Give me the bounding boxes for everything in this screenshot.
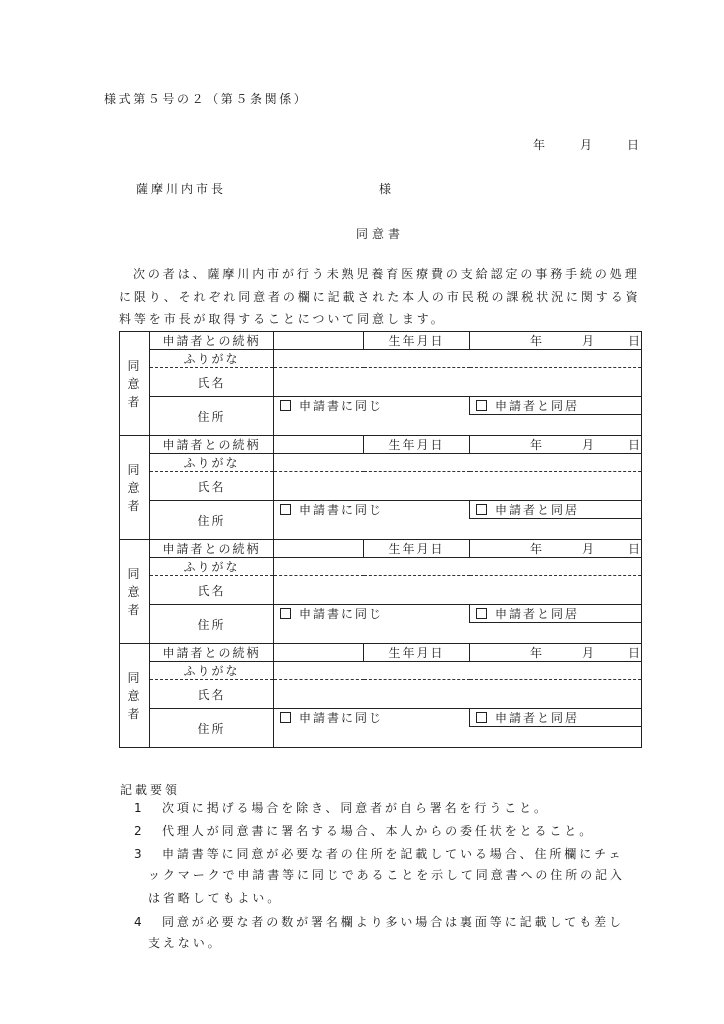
cohabiting-checkbox[interactable]: 申請者と同居 bbox=[470, 501, 642, 519]
relation-label: 申請者との続柄 bbox=[150, 540, 274, 558]
furigana-label: ふりがな bbox=[150, 350, 274, 368]
consenter-side-label: 同 意 者 bbox=[120, 436, 150, 540]
honorific: 様 bbox=[379, 182, 392, 196]
name-field[interactable] bbox=[274, 576, 642, 605]
name-field[interactable] bbox=[274, 680, 642, 709]
furigana-field[interactable] bbox=[274, 350, 642, 368]
same-as-application-checkbox[interactable]: 申請書に同じ bbox=[274, 397, 470, 415]
birthdate-label: 生年月日 bbox=[364, 436, 470, 454]
relation-field[interactable] bbox=[274, 644, 364, 662]
relation-label: 申請者との続柄 bbox=[150, 436, 274, 454]
cohabiting-checkbox[interactable]: 申請者と同居 bbox=[470, 709, 642, 727]
address-label: 住所 bbox=[150, 709, 274, 748]
relation-label: 申請者との続柄 bbox=[150, 332, 274, 350]
same-as-application-checkbox[interactable]: 申請書に同じ bbox=[274, 501, 470, 519]
address-field[interactable] bbox=[274, 623, 642, 644]
checkbox-icon[interactable] bbox=[280, 712, 291, 723]
form-number-label: 様式第５号の２（第５条関係） bbox=[104, 92, 309, 106]
birthdate-field[interactable]: 年 月 日 bbox=[470, 332, 642, 350]
intro-line-3: 料等を市長が取得することについて同意します。 bbox=[119, 312, 446, 326]
page-title: 同意書 bbox=[356, 227, 405, 241]
checkbox-icon[interactable] bbox=[280, 400, 291, 411]
checkbox-icon[interactable] bbox=[476, 608, 487, 619]
note-item-3: 3 申請書等に同意が必要な者の住所を記載している場合、住所欄にチェ bbox=[134, 847, 624, 861]
birthdate-field[interactable]: 年 月 日 bbox=[470, 644, 642, 662]
name-field[interactable] bbox=[274, 368, 642, 397]
note-item-3-continued: ックマークで申請書等に同じであることを示して同意書への住所の記入 bbox=[148, 868, 625, 882]
date-year-label: 年 bbox=[533, 138, 546, 152]
address-field[interactable] bbox=[274, 519, 642, 540]
furigana-field[interactable] bbox=[274, 454, 642, 472]
furigana-label: ふりがな bbox=[150, 662, 274, 680]
checkbox-icon[interactable] bbox=[280, 504, 291, 515]
intro-line-1: 次の者は、薩摩川内市が行う未熟児養育医療費の支給認定の事務手続の処理 bbox=[133, 267, 640, 281]
relation-label: 申請者との続柄 bbox=[150, 644, 274, 662]
name-label: 氏名 bbox=[150, 472, 274, 501]
birthdate-field[interactable]: 年 月 日 bbox=[470, 540, 642, 558]
note-item-3-continued: は省略してもよい。 bbox=[148, 891, 283, 905]
cohabiting-checkbox[interactable]: 申請者と同居 bbox=[470, 605, 642, 623]
addressee: 薩摩川内市長 bbox=[136, 182, 227, 196]
notes-title: 記載要領 bbox=[120, 783, 181, 797]
checkbox-icon[interactable] bbox=[476, 504, 487, 515]
checkbox-icon[interactable] bbox=[476, 712, 487, 723]
note-item-4-continued: 支えない。 bbox=[148, 936, 223, 950]
address-field[interactable] bbox=[274, 727, 642, 748]
date-day-label: 日 bbox=[627, 138, 640, 152]
checkbox-icon[interactable] bbox=[280, 608, 291, 619]
consent-table bbox=[119, 331, 642, 748]
name-label: 氏名 bbox=[150, 680, 274, 709]
address-label: 住所 bbox=[150, 605, 274, 644]
name-field[interactable] bbox=[274, 472, 642, 501]
intro-line-2: に限り、それぞれ同意者の欄に記載された本人の市民税の課税状況に関する資 bbox=[119, 289, 641, 304]
address-field[interactable] bbox=[274, 415, 642, 436]
checkbox-icon[interactable] bbox=[476, 400, 487, 411]
same-as-application-checkbox[interactable]: 申請書に同じ bbox=[274, 605, 470, 623]
furigana-field[interactable] bbox=[274, 558, 642, 576]
relation-field[interactable] bbox=[274, 540, 364, 558]
cohabiting-checkbox[interactable]: 申請者と同居 bbox=[470, 397, 642, 415]
birthdate-field[interactable]: 年 月 日 bbox=[470, 436, 642, 454]
note-item-4: 4 同意が必要な者の数が署名欄より多い場合は裏面等に記載しても差し bbox=[134, 915, 624, 929]
address-label: 住所 bbox=[150, 397, 274, 436]
furigana-label: ふりがな bbox=[150, 558, 274, 576]
birthdate-label: 生年月日 bbox=[364, 644, 470, 662]
address-label: 住所 bbox=[150, 501, 274, 540]
note-item-2: 2 代理人が同意書に署名する場合、本人からの委任状をとること。 bbox=[134, 824, 595, 838]
same-as-application-checkbox[interactable]: 申請書に同じ bbox=[274, 709, 470, 727]
name-label: 氏名 bbox=[150, 368, 274, 397]
birthdate-label: 生年月日 bbox=[364, 332, 470, 350]
name-label: 氏名 bbox=[150, 576, 274, 605]
consenter-side-label: 同 意 者 bbox=[120, 540, 150, 644]
relation-field[interactable] bbox=[274, 436, 364, 454]
date-month-label: 月 bbox=[580, 138, 593, 152]
furigana-label: ふりがな bbox=[150, 454, 274, 472]
consenter-side-label: 同 意 者 bbox=[120, 332, 150, 436]
intro-paragraph bbox=[119, 263, 644, 331]
note-item-1: 1 次項に掲げる場合を除き、同意者が自ら署名を行うこと。 bbox=[134, 801, 549, 815]
relation-field[interactable] bbox=[274, 332, 364, 350]
consenter-side-label: 同 意 者 bbox=[120, 644, 150, 748]
birthdate-label: 生年月日 bbox=[364, 540, 470, 558]
furigana-field[interactable] bbox=[274, 662, 642, 680]
